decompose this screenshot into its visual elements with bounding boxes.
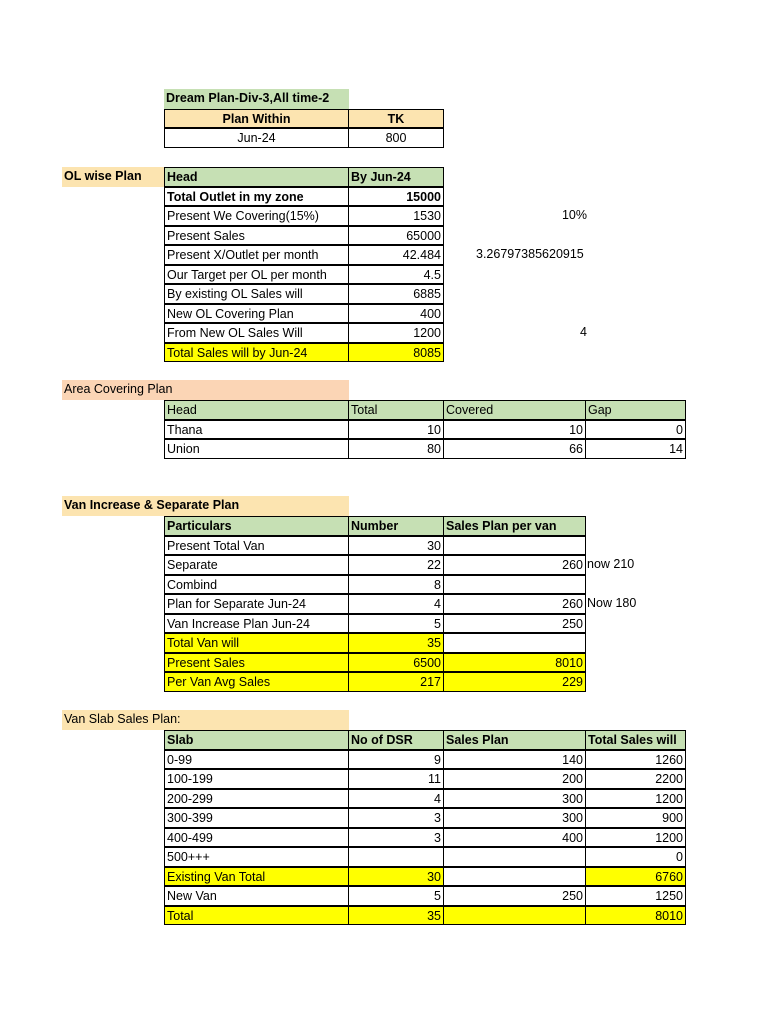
van-cell: 250 [443,614,586,634]
slab-cell: 2200 [585,769,686,789]
dream-plan-title: Dream Plan-Div-3,All time-2 [164,89,349,109]
area-header-total: Total [348,400,444,420]
van-cell [443,536,586,556]
slab-cell: 400 [443,828,586,848]
ol-row-value: 65000 [348,226,444,246]
slab-cell: 4 [348,789,444,809]
van-total-cell: 217 [348,672,444,692]
ol-row-label: By existing OL Sales will [164,284,349,304]
ol-row-value: 1200 [348,323,444,343]
area-cell: Thana [164,420,349,440]
ol-row-label: Present We Covering(15%) [164,206,349,226]
slab-cell: 250 [443,886,586,906]
ol-total-label: Total Sales will by Jun-24 [164,343,349,363]
slab-cell: 1260 [585,750,686,770]
area-section-label: Area Covering Plan [62,380,349,400]
van-total-cell: Present Sales [164,653,349,673]
van-total-cell: 8010 [443,653,586,673]
slab-cell: 100-199 [164,769,349,789]
slab-total-cell: Total [164,906,349,926]
van-cell: 5 [348,614,444,634]
slab-header-sales-plan: Sales Plan [443,730,586,750]
slab-cell: 1200 [585,828,686,848]
slab-cell: 9 [348,750,444,770]
area-cell: 0 [585,420,686,440]
slab-cell: 0-99 [164,750,349,770]
slab-cell: 200 [443,769,586,789]
slab-cell: 300 [443,808,586,828]
van-cell [443,633,586,653]
area-cell: 10 [443,420,586,440]
slab-cell: 400-499 [164,828,349,848]
van-total-cell: Total Van will [164,633,349,653]
van-total-cell: Per Van Avg Sales [164,672,349,692]
area-cell: 80 [348,439,444,459]
slab-total-cell: Existing Van Total [164,867,349,887]
van-note-now-180: Now 180 [587,596,637,610]
van-cell: Present Total Van [164,536,349,556]
slab-cell: 1200 [585,789,686,809]
slab-cell: 5 [348,886,444,906]
slab-total-cell: 30 [348,867,444,887]
van-cell: 260 [443,555,586,575]
ol-note-four: 4 [580,325,587,339]
slab-cell: 3 [348,808,444,828]
ol-note-percent: 10% [561,208,587,222]
slab-cell: 0 [585,847,686,867]
slab-cell: 140 [443,750,586,770]
slab-cell: 1250 [585,886,686,906]
van-section-label: Van Increase & Separate Plan [62,496,349,516]
van-cell: Van Increase Plan Jun-24 [164,614,349,634]
slab-cell [443,847,586,867]
van-total-cell: 6500 [348,653,444,673]
slab-header-dsr: No of DSR [348,730,444,750]
ol-row-label: New OL Covering Plan [164,304,349,324]
ol-row-label: From New OL Sales Will [164,323,349,343]
van-header-sales-plan: Sales Plan per van [443,516,586,536]
van-note-now-210: now 210 [587,557,635,571]
dream-plan-header-tk: TK [348,109,444,129]
slab-cell: 900 [585,808,686,828]
van-cell: 260 [443,594,586,614]
van-cell: 30 [348,536,444,556]
area-cell: 66 [443,439,586,459]
slab-cell: New Van [164,886,349,906]
slab-total-cell [443,906,586,926]
ol-row-label: Present Sales [164,226,349,246]
area-header-head: Head [164,400,349,420]
slab-cell: 11 [348,769,444,789]
ol-row-value: 4.5 [348,265,444,285]
van-cell: Separate [164,555,349,575]
slab-cell: 300-399 [164,808,349,828]
ol-row-label: Present X/Outlet per month [164,245,349,265]
van-header-particulars: Particulars [164,516,349,536]
area-cell: 10 [348,420,444,440]
ol-total-value: 8085 [348,343,444,363]
area-cell: Union [164,439,349,459]
van-cell: 4 [348,594,444,614]
slab-total-cell: 35 [348,906,444,926]
ol-row-label: Total Outlet in my zone [164,187,349,207]
ol-header-by: By Jun-24 [348,167,444,187]
slab-total-cell: 6760 [585,867,686,887]
van-cell: 22 [348,555,444,575]
van-cell: Combind [164,575,349,595]
ol-header-head: Head [164,167,349,187]
ol-note-ratio: 3.26797385620915 [476,247,584,261]
van-cell [443,575,586,595]
area-header-gap: Gap [585,400,686,420]
van-total-cell: 229 [443,672,586,692]
ol-row-label: Our Target per OL per month [164,265,349,285]
slab-header-total: Total Sales will [585,730,686,750]
van-cell: Plan for Separate Jun-24 [164,594,349,614]
slab-cell [348,847,444,867]
slab-cell: 3 [348,828,444,848]
van-cell: 8 [348,575,444,595]
ol-row-value: 6885 [348,284,444,304]
area-cell: 14 [585,439,686,459]
ol-row-value: 1530 [348,206,444,226]
ol-row-value: 42.484 [348,245,444,265]
slab-cell: 300 [443,789,586,809]
slab-section-label: Van Slab Sales Plan: [62,710,349,730]
dream-plan-value-month: Jun-24 [164,128,349,148]
area-header-covered: Covered [443,400,586,420]
slab-cell [443,867,586,887]
van-total-cell: 35 [348,633,444,653]
slab-cell: 200-299 [164,789,349,809]
ol-row-value: 400 [348,304,444,324]
van-header-number: Number [348,516,444,536]
dream-plan-value-tk: 800 [348,128,444,148]
ol-section-label: OL wise Plan [62,167,165,187]
ol-row-value: 15000 [348,187,444,207]
dream-plan-header-plan-within: Plan Within [164,109,349,129]
slab-header-slab: Slab [164,730,349,750]
slab-cell: 500+++ [164,847,349,867]
slab-total-cell: 8010 [585,906,686,926]
